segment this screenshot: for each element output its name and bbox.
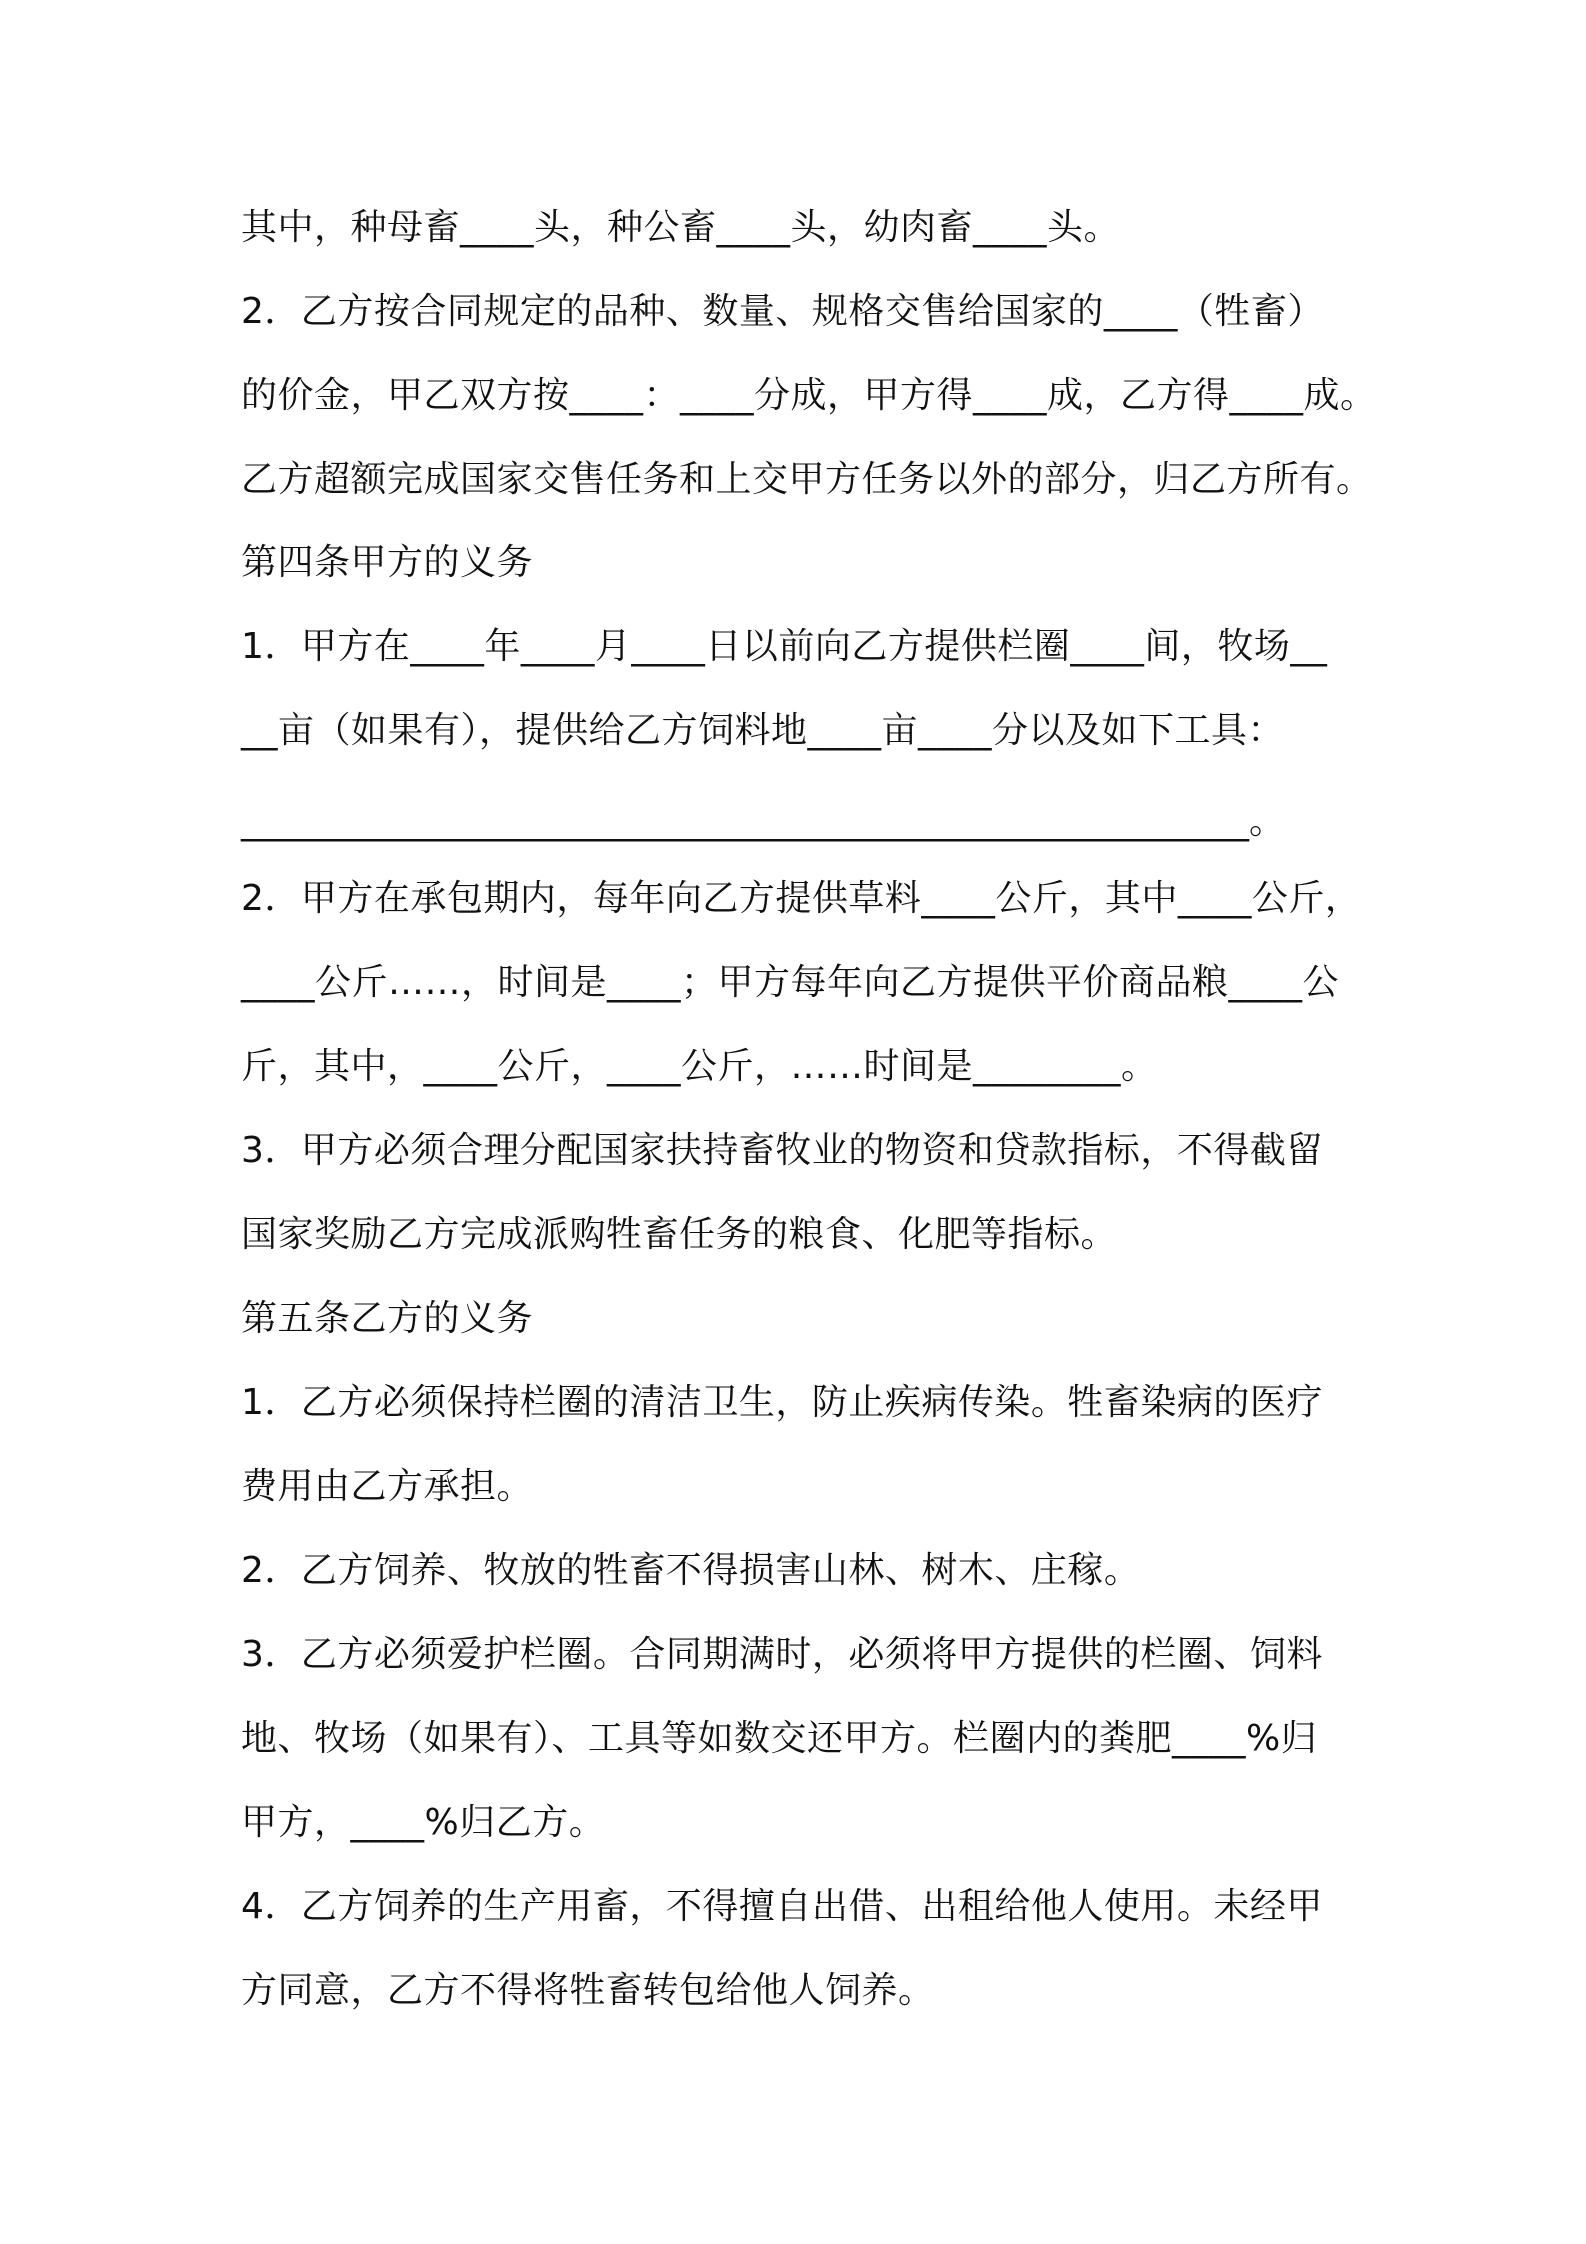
text-line: 3．乙方必须爱护栏圈。合同期满时，必须将甲方提供的栏圈、饲料 [241, 1634, 1323, 1675]
text-line: 国家奖励乙方完成派购牲畜任务的粮食、化肥等指标。 [241, 1214, 1118, 1255]
text-line: 2．甲方在承包期内，每年向乙方提供草料____公斤，其中____公斤， [241, 878, 1362, 919]
text-line: __亩（如果有），提供给乙方饲料地____亩____分以及如下工具： [241, 710, 1285, 751]
text-line: 方同意，乙方不得将牲畜转包给他人饲养。 [241, 1970, 935, 2011]
text-line: 地、牧场（如果有）、工具等如数交还甲方。栏圈内的粪肥____%归 [241, 1718, 1318, 1759]
text-line: 费用由乙方承担。 [241, 1466, 534, 1507]
text-line: 乙方超额完成国家交售任务和上交甲方任务以外的部分，归乙方所有。 [241, 459, 1373, 500]
text-line: 甲方，____%归乙方。 [241, 1802, 606, 1843]
text-line: 2．乙方按合同规定的品种、数量、规格交售给国家的____（牲畜） [241, 291, 1324, 332]
text-line: 3．甲方必须合理分配国家扶持畜牧业的物资和贷款指标，不得截留 [241, 1130, 1323, 1171]
text-line: ____公斤……，时间是____；甲方每年向乙方提供平价商品粮____公 [241, 962, 1340, 1003]
text-line: 斤，其中，____公斤，____公斤，……时间是________。 [241, 1046, 1158, 1087]
section-heading: 第五条乙方的义务 [241, 1298, 534, 1339]
text-line: 的价金，甲乙双方按____：____分成，甲方得____成，乙方得____成。 [241, 375, 1377, 416]
text-line: ________________________________________________________。 [241, 801, 1285, 842]
text-line: 1．甲方在____年____月____日以前向乙方提供栏圈____间，牧场__ [241, 626, 1328, 667]
section-heading: 第四条甲方的义务 [241, 542, 534, 583]
text-line: 1．乙方必须保持栏圈的清洁卫生，防止疾病传染。牲畜染病的医疗 [241, 1382, 1323, 1423]
text-line: 其中，种母畜____头，种公畜____头，幼肉畜____头。 [241, 207, 1121, 248]
text-line: 4．乙方饲养的生产用畜，不得擅自出借、出租给他人使用。未经甲 [241, 1886, 1323, 1927]
text-line: 2．乙方饲养、牧放的牲畜不得损害山林、树木、庄稼。 [241, 1550, 1141, 1591]
